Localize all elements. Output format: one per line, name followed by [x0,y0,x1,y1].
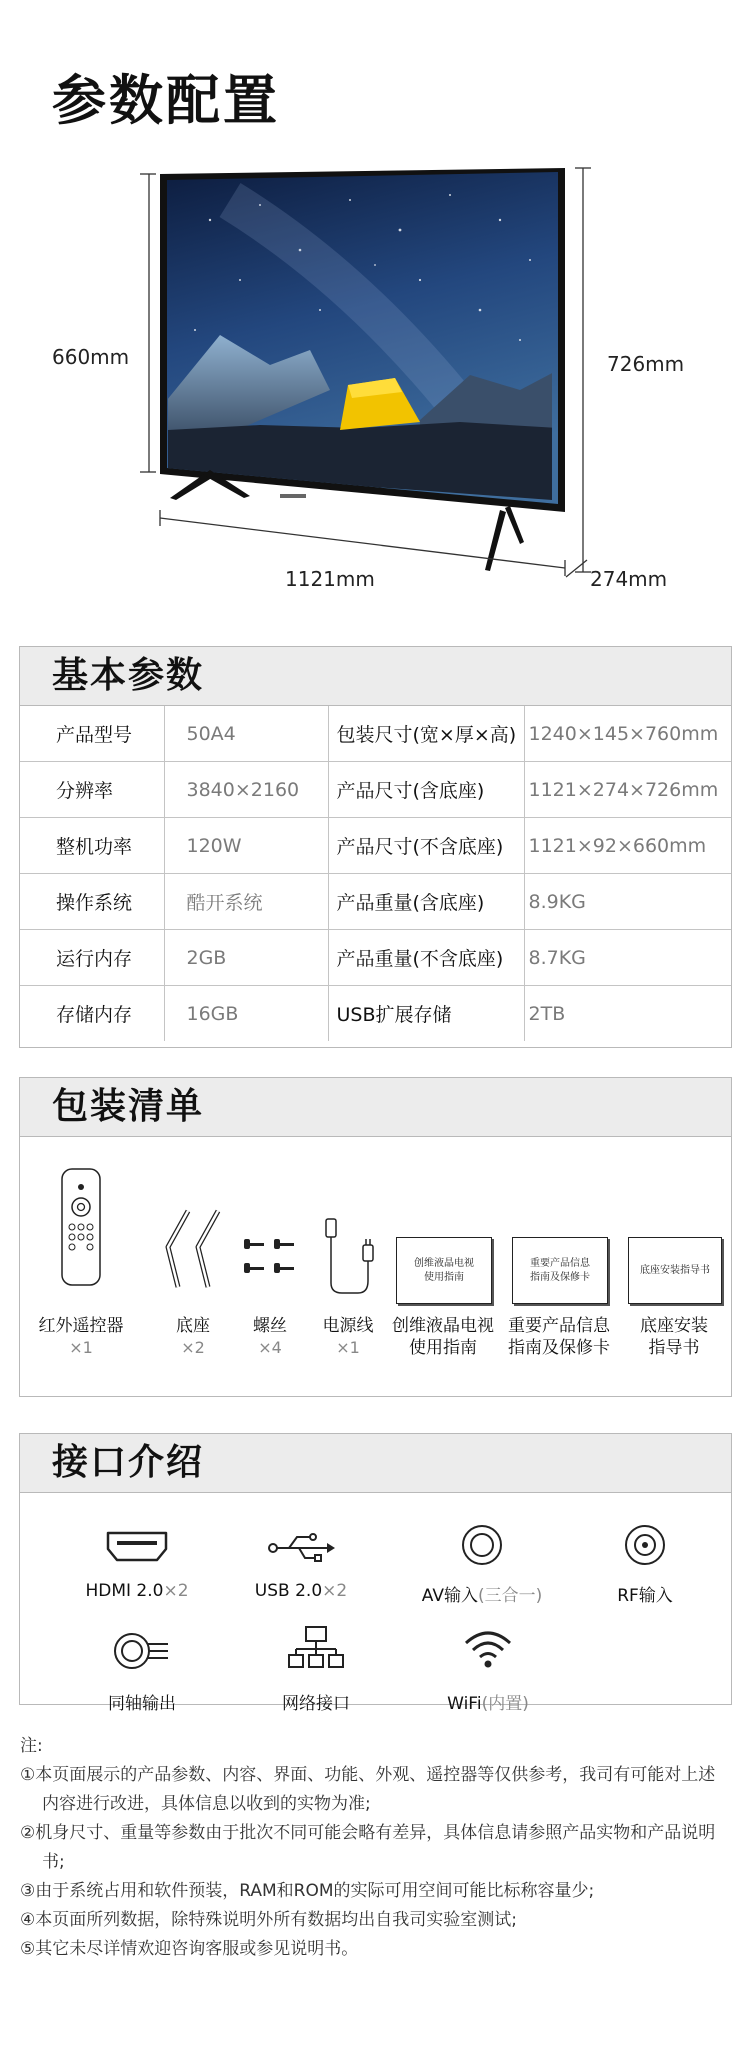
package-item-name: 螺丝 [253,1316,287,1336]
notes-label: 注: [20,1736,43,1756]
spec-value: 8.9KG [524,874,731,930]
port-label [408,1689,568,1714]
port-label [236,1689,396,1714]
warranty-card-icon [512,1237,608,1304]
spec-key: 包装尺寸(宽×厚×高) [328,706,524,762]
screen-height-label: 660mm [52,345,130,369]
package-list-heading: 包装清单 [20,1078,731,1137]
note-item: ③由于系统占用和软件预装，RAM和ROM的实际可用空间可能比标称容量少; [20,1881,595,1901]
spec-key: 产品型号 [56,724,133,746]
width-label: 1121mm [285,567,375,591]
notes [20,1732,732,1964]
spec-value: 120W [164,818,328,874]
spec-key: USB扩展存储 [328,986,524,1042]
interfaces-section [19,1433,732,1714]
spec-row [20,986,731,1042]
package-item-name: 创维液晶电视 使用指南 [392,1316,494,1358]
basic-params-section [19,646,732,1048]
spec-key: 产品重量(含底座) [328,874,524,930]
spec-table [20,706,731,1041]
package-item-count: ×2 [181,1338,205,1357]
depth-label: 274mm [590,567,668,591]
spec-row [20,762,731,818]
note-item: ④本页面所列数据，除特殊说明外所有数据均出自我司实验室测试; [20,1910,517,1930]
stand-guide-icon [628,1237,722,1304]
port-name: 同轴输出 [108,1694,176,1714]
spec-value: 1121×274×726mm [524,762,731,818]
interfaces-heading: 接口介绍 [20,1434,731,1493]
spec-row [20,930,731,986]
package-item-name: 电源线 [322,1316,374,1336]
spec-value: 1240×145×760mm [524,706,731,762]
package-item [614,1315,734,1359]
port-name: AV输入 [421,1586,478,1606]
note-item: ⑤其它未尽详情欢迎咨询客服或参见说明书。 [20,1939,359,1959]
port-label [62,1689,222,1714]
port-extra: (内置) [481,1694,529,1714]
port-grid [20,1493,731,1714]
tv-dimension-diagram [0,160,750,600]
package-item-count: ×1 [69,1338,93,1357]
port-name: RF输入 [617,1586,673,1606]
port-name: HDMI 2.0 [85,1581,164,1601]
usb-icon [265,1531,337,1565]
spec-key: 产品尺寸(不含底座) [328,818,524,874]
port-label [565,1581,725,1606]
hdmi-icon [105,1529,169,1565]
spec-row [20,874,731,930]
port-extra: ×2 [322,1581,348,1601]
spec-value: 2GB [164,930,328,986]
wifi-icon [462,1627,514,1671]
spec-key: 分辨率 [20,762,164,818]
port-name: USB 2.0 [254,1581,323,1601]
package-item [21,1315,141,1359]
spec-row [20,706,731,762]
spec-value: 50A4 [164,706,328,762]
package-items [20,1137,731,1395]
port-extra: (三合一) [477,1586,543,1606]
port-label [221,1581,381,1601]
package-item-name: 重要产品信息 指南及保修卡 [508,1316,610,1358]
spec-key: 整机功率 [20,818,164,874]
port-label [402,1581,562,1606]
remote-control-icon [58,1167,104,1287]
total-height-label: 726mm [607,352,685,376]
basic-params-heading: 基本参数 [20,647,731,706]
port-name: 网络接口 [282,1694,350,1714]
spec-value: 1121×92×660mm [524,818,731,874]
manual-cover-text: 创维液晶电视 使用指南 [414,1257,474,1283]
spec-value: 16GB [164,986,328,1042]
spec-key: 运行内存 [20,930,164,986]
spec-row [20,818,731,874]
port-name: WiFi [447,1694,482,1714]
screws-icon [242,1235,298,1285]
package-item-count: ×4 [258,1338,282,1357]
network-icon [288,1625,344,1675]
package-item [499,1315,619,1359]
spec-key: 存储内存 [20,986,164,1042]
package-item-name: 底座 [176,1316,210,1336]
spec-key: 操作系统 [20,874,164,930]
av-icon [460,1523,504,1567]
spec-value: 酷开系统 [164,874,328,930]
spec-key: 产品尺寸(含底座) [328,762,524,818]
package-item-name: 底座安装 指导书 [640,1316,708,1358]
port-label [57,1581,217,1601]
spec-value: 2TB [524,986,731,1042]
note-item: ①本页面展示的产品参数、内容、界面、功能、外观、遥控器等仅供参考，我司有可能对上述内容进行改进，具体信息以收到的实物为准; [20,1765,716,1814]
page-title: 参数配置 [52,69,280,132]
spec-value: 8.7KG [524,930,731,986]
spec-value: 3840×2160 [164,762,328,818]
power-cord-icon [318,1215,378,1300]
spec-key: 产品重量(不含底座) [328,930,524,986]
warranty-cover-text: 重要产品信息 指南及保修卡 [530,1257,590,1283]
coaxial-icon [112,1629,172,1673]
manual-booklet-icon [396,1237,492,1304]
package-item-name: 红外遥控器 [38,1316,124,1336]
stand-feet-icon [158,1207,228,1292]
package-item-count: ×1 [336,1338,360,1357]
note-item: ②机身尺寸、重量等参数由于批次不同可能会略有差异，具体信息请参照产品实物和产品说明书; [20,1823,716,1872]
port-extra: ×2 [163,1581,189,1601]
package-list-section [19,1077,732,1397]
package-item [383,1315,503,1359]
tv-illustration [0,160,750,600]
rf-icon [623,1523,667,1567]
stand-guide-cover-text: 底座安装指导书 [640,1264,710,1276]
